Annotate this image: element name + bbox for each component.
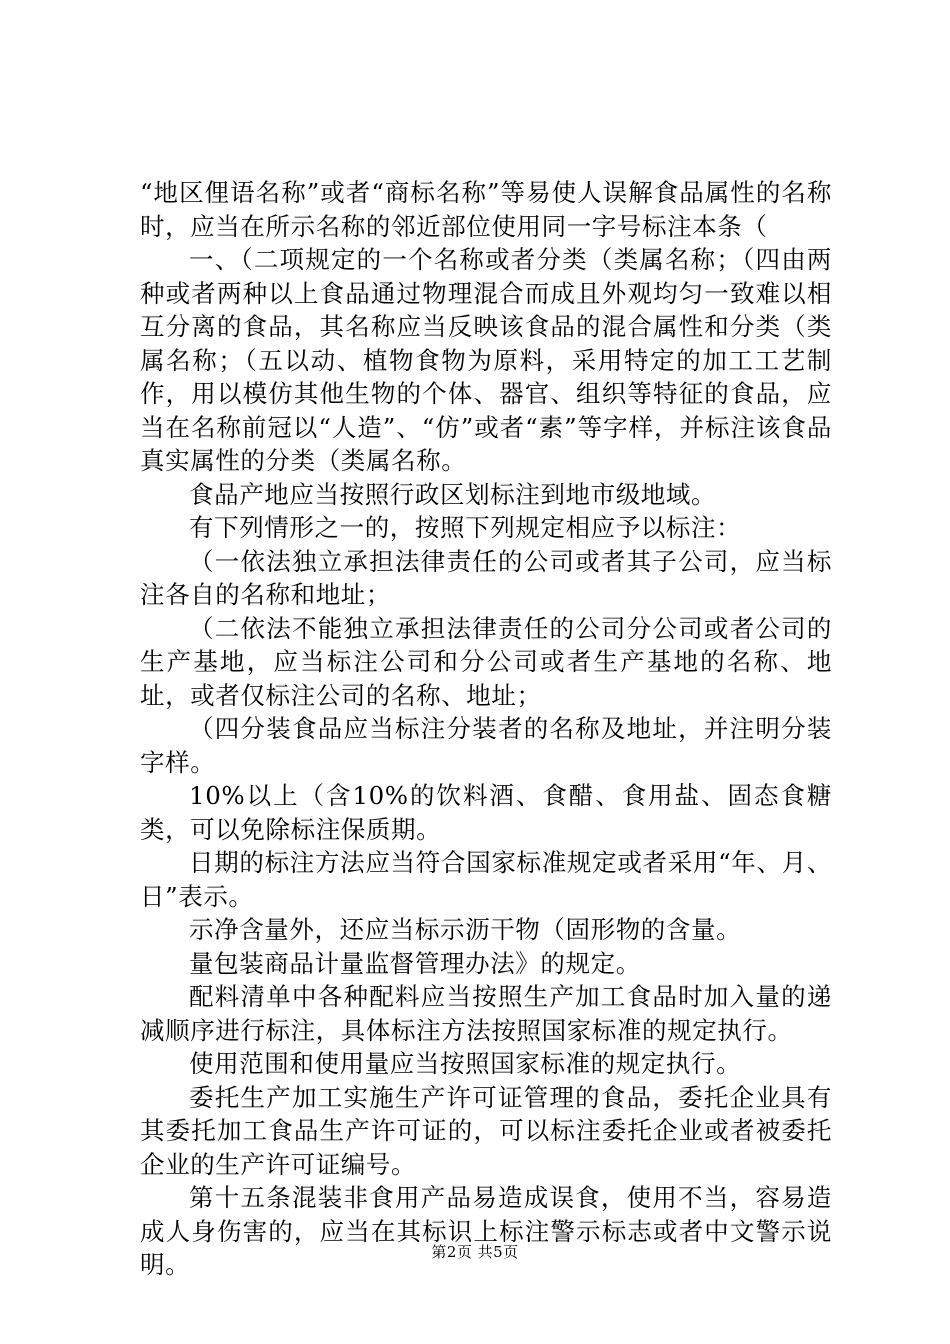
paragraph-10: 示净含量外，还应当标示沥干物（固形物的含量。 [189,915,742,944]
paragraph-4: 有下列情形之一的，按照下列规定相应予以标注： [189,513,742,542]
paragraph-7: （四分装食品应当标注分装者的名称及地址，并注明分装字样。 [140,714,832,777]
document-body [140,176,832,1282]
paragraph-15: 第十五条混装非食用产品易造成误食，使用不当，容易造成人身伤害的，应当在其标识上标注警示标志或者中文警示说明。 [140,1183,832,1279]
paragraph-5: （一依法独立承担法律责任的公司或者其子公司，应当标注各自的名称和地址； [140,546,832,609]
paragraph-1: “地区俚语名称”或者“商标名称”等易使人误解食品属性的名称时，应当在所示名称的邻近部位使用同一字号标注本条（ [140,178,832,241]
paragraph-14: 委托生产加工实施生产许可证管理的食品，委托企业具有其委托加工食品生产许可证的，可以标注委托企业或者被委托企业的生产许可证编号。 [140,1082,832,1179]
paragraph-3: 食品产地应当按照行政区划标注到地市级地域。 [189,479,717,509]
paragraph-9: 日期的标注方法应当符合国家标准规定或者采用“年、月、日”表示。 [140,848,832,911]
paragraph-12: 配料清单中各种配料应当按照生产加工食品时加入量的递减顺序进行标注，具体标注方法按照国家标准的规定执行。 [140,982,832,1045]
paragraph-2: 一、（二项规定的一个名称或者分类（类属名称；（四由两种或者两种以上食品通过物理混合而成且外观均匀一致难以相互分离的食品，其名称应当反映该食品的混合属性和分类（类属名称；（五以动、植物食物为原料，采用特定的加工工艺制作，用以模仿其他生物的个体、器官、组织等特征的食品，应当在名称前冠以“人造”、“仿”或者“素”等字样，并标注该食品真实属性的分类（类属名称。 [140,245,832,475]
paragraph-8: 10%以上（含10%的饮料酒、食醋、食用盐、固态食糖类，可以免除标注保质期。 [140,781,832,844]
paragraph-11: 量包装商品计量监督管理办法》的规定。 [189,948,641,978]
paragraph-6: （二依法不能独立承担法律责任的公司分公司或者公司的生产基地，应当标注公司和分公司或者生产基地的名称、地址，或者仅标注公司的名称、地址； [140,613,832,710]
paragraph-13: 使用范围和使用量应当按照国家标准的规定执行。 [189,1049,742,1078]
page-number-footer: 第2页 共5页 [431,1243,519,1261]
